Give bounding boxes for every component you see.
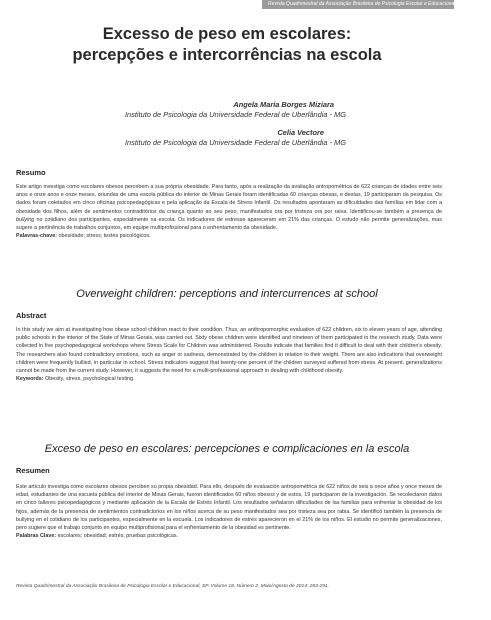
affiliation-1: Instituto de Psicologia da Universidade Federal de Uberlândia - MG xyxy=(124,110,346,119)
author-1: Angela Maria Borges Miziara xyxy=(233,100,334,109)
abstract-text: In this study we aim at investigating how obese school children react to their condition. Thus, an anthropomorphic evaluation of 622 children, six to eleven years of age, attending public schools in the interior of the State of Minas Gerais, was carried out. Sixty obese children were identified and nineteen of them participated in the research study. Data were collected in five psychopedagogical workshops where Stress Scale for Children was administered. Results indicate that families find it difficult to deal with their children's obesity. The researchers also found contradictory emotions, such as anger or sadness, demonstrated by the children in relation to their weight. There are also indications that overweight children were frequently bullied, in particular in school. Stress indicators suggest that twenty-one percent of the children surveyed suffered from stress. At present, generalizations cannot be made from the current study. However, it suggests the need for a multi-professional approach in dealing with childhood obesity. xyxy=(16,327,442,375)
resumen-heading: Resumen xyxy=(16,466,50,475)
spanish-subtitle: Exceso de peso en escolares: percepciones e complicaciones en la escola xyxy=(44,443,410,455)
running-header-band xyxy=(262,0,491,9)
running-header-text: Revista Quadrimestral da Associação Brasileira de Psicologia Escolar e Educacional, SP. Volume 18 xyxy=(268,1,491,7)
resumo-italic-word: bullying xyxy=(16,216,35,223)
resumen-text: Este artículo investiga como escolares obesos perciben su propia obesidad. Para ello, después de evaluación antropométrica de 622 niños de seis a once años y once meses de edad, estudiantes de una escuela pública del interior de Minas Gerais, fueron identificados 60 niños obesos y de estos, 19 participaron de la investigación. Se recolectaron datos en cinco talleres psicopedagógicos y mediante aplicación de la Escala de Estrés Infantil. Los resultados señalaron dificultades de las familias para enfrentar la obesidad de los hijos, además de la presencia de sentimientos contradictorios en los niños acerca de su peso manifestados sea por tristeza sea por rabia. Se identificó también la presencia de bullying en el cotidiano de los participantes, especialmente en la escuela. Los indicadores de estrés aparecieron en el 21% de los niños. El estudio no permite generalizaciones, pero sugiere que el trabajo conjunto en equipo multiprofisional para el enfrentamiento de la obesidad es pertinente. xyxy=(16,484,442,532)
abstract-heading: Abstract xyxy=(16,311,47,320)
author-2: Celia Vectore xyxy=(277,128,324,137)
resumo-text-b: no cotidiano dos participantes, especialmente na escola. Os indicadores de estresse apareceram em 21% das crianças. O estudo não permite generalizações, mas sugere a pertinência de trabalhos conjuntos, em equipe multiprofissional para o enfrentamento da obesidade. xyxy=(16,216,442,232)
resumo-keywords-label: Palavras-chave: xyxy=(16,233,58,240)
english-subtitle: Overweight children: perceptions and intercurrences at school xyxy=(76,288,378,300)
abstract-paragraph xyxy=(16,326,442,383)
resumo-text-a: Este artigo investiga como escolares obesos percebem a sua própria obesidade. Para tanto, após a realização da avaliação antropométrica de 622 crianças de idades entre seis anos e onze anos e onze meses, oriundas de uma escola pública do interior de Minas Gerais foram identificadas 60 crianças obesas, e destas, 19 participaram da pesquisa. Os dados foram coletados em cinco oficinas psicopedagógicas e pela aplicação da Escala de Stress Infantil. Os resultados apontaram as dificuldades das famílias em lidar com a obesidade dos filhos, além de sentimentos contraditórios da criança quanto ao seu peso, manifestados ora por tristeza ora por raiva. Identificou-se também a presença de xyxy=(16,184,442,215)
title-line-2: percepções e intercorrências na escola xyxy=(72,46,382,64)
resumo-keywords: obesidade; stress; testes psicológicos. xyxy=(57,233,151,240)
abstract-keywords: Obesity, stress, psychological testing. xyxy=(43,376,135,383)
resumen-keywords: escolares; obesidad; estrés; pruebas psicológicas. xyxy=(56,533,179,540)
article-title xyxy=(0,24,454,66)
resumo-heading: Resumo xyxy=(16,168,46,177)
resumen-paragraph xyxy=(16,483,442,540)
title-line-1: Excesso de peso em escolares: xyxy=(102,25,352,43)
journal-citation: Revista Quadrimestral da Associação Brasileira de Psicologia Escolar e Educacional, SP. Volume 18, Número 2, Maio/Agosto de 2014: 283-291. xyxy=(16,584,329,589)
resumo-paragraph xyxy=(16,183,442,240)
abstract-keywords-label: Keywords: xyxy=(16,376,44,383)
resumen-keywords-label: Palabras Clave: xyxy=(16,533,57,540)
affiliation-2: Instituto de Psicologia da Universidade Federal de Uberlândia - MG xyxy=(124,138,346,147)
